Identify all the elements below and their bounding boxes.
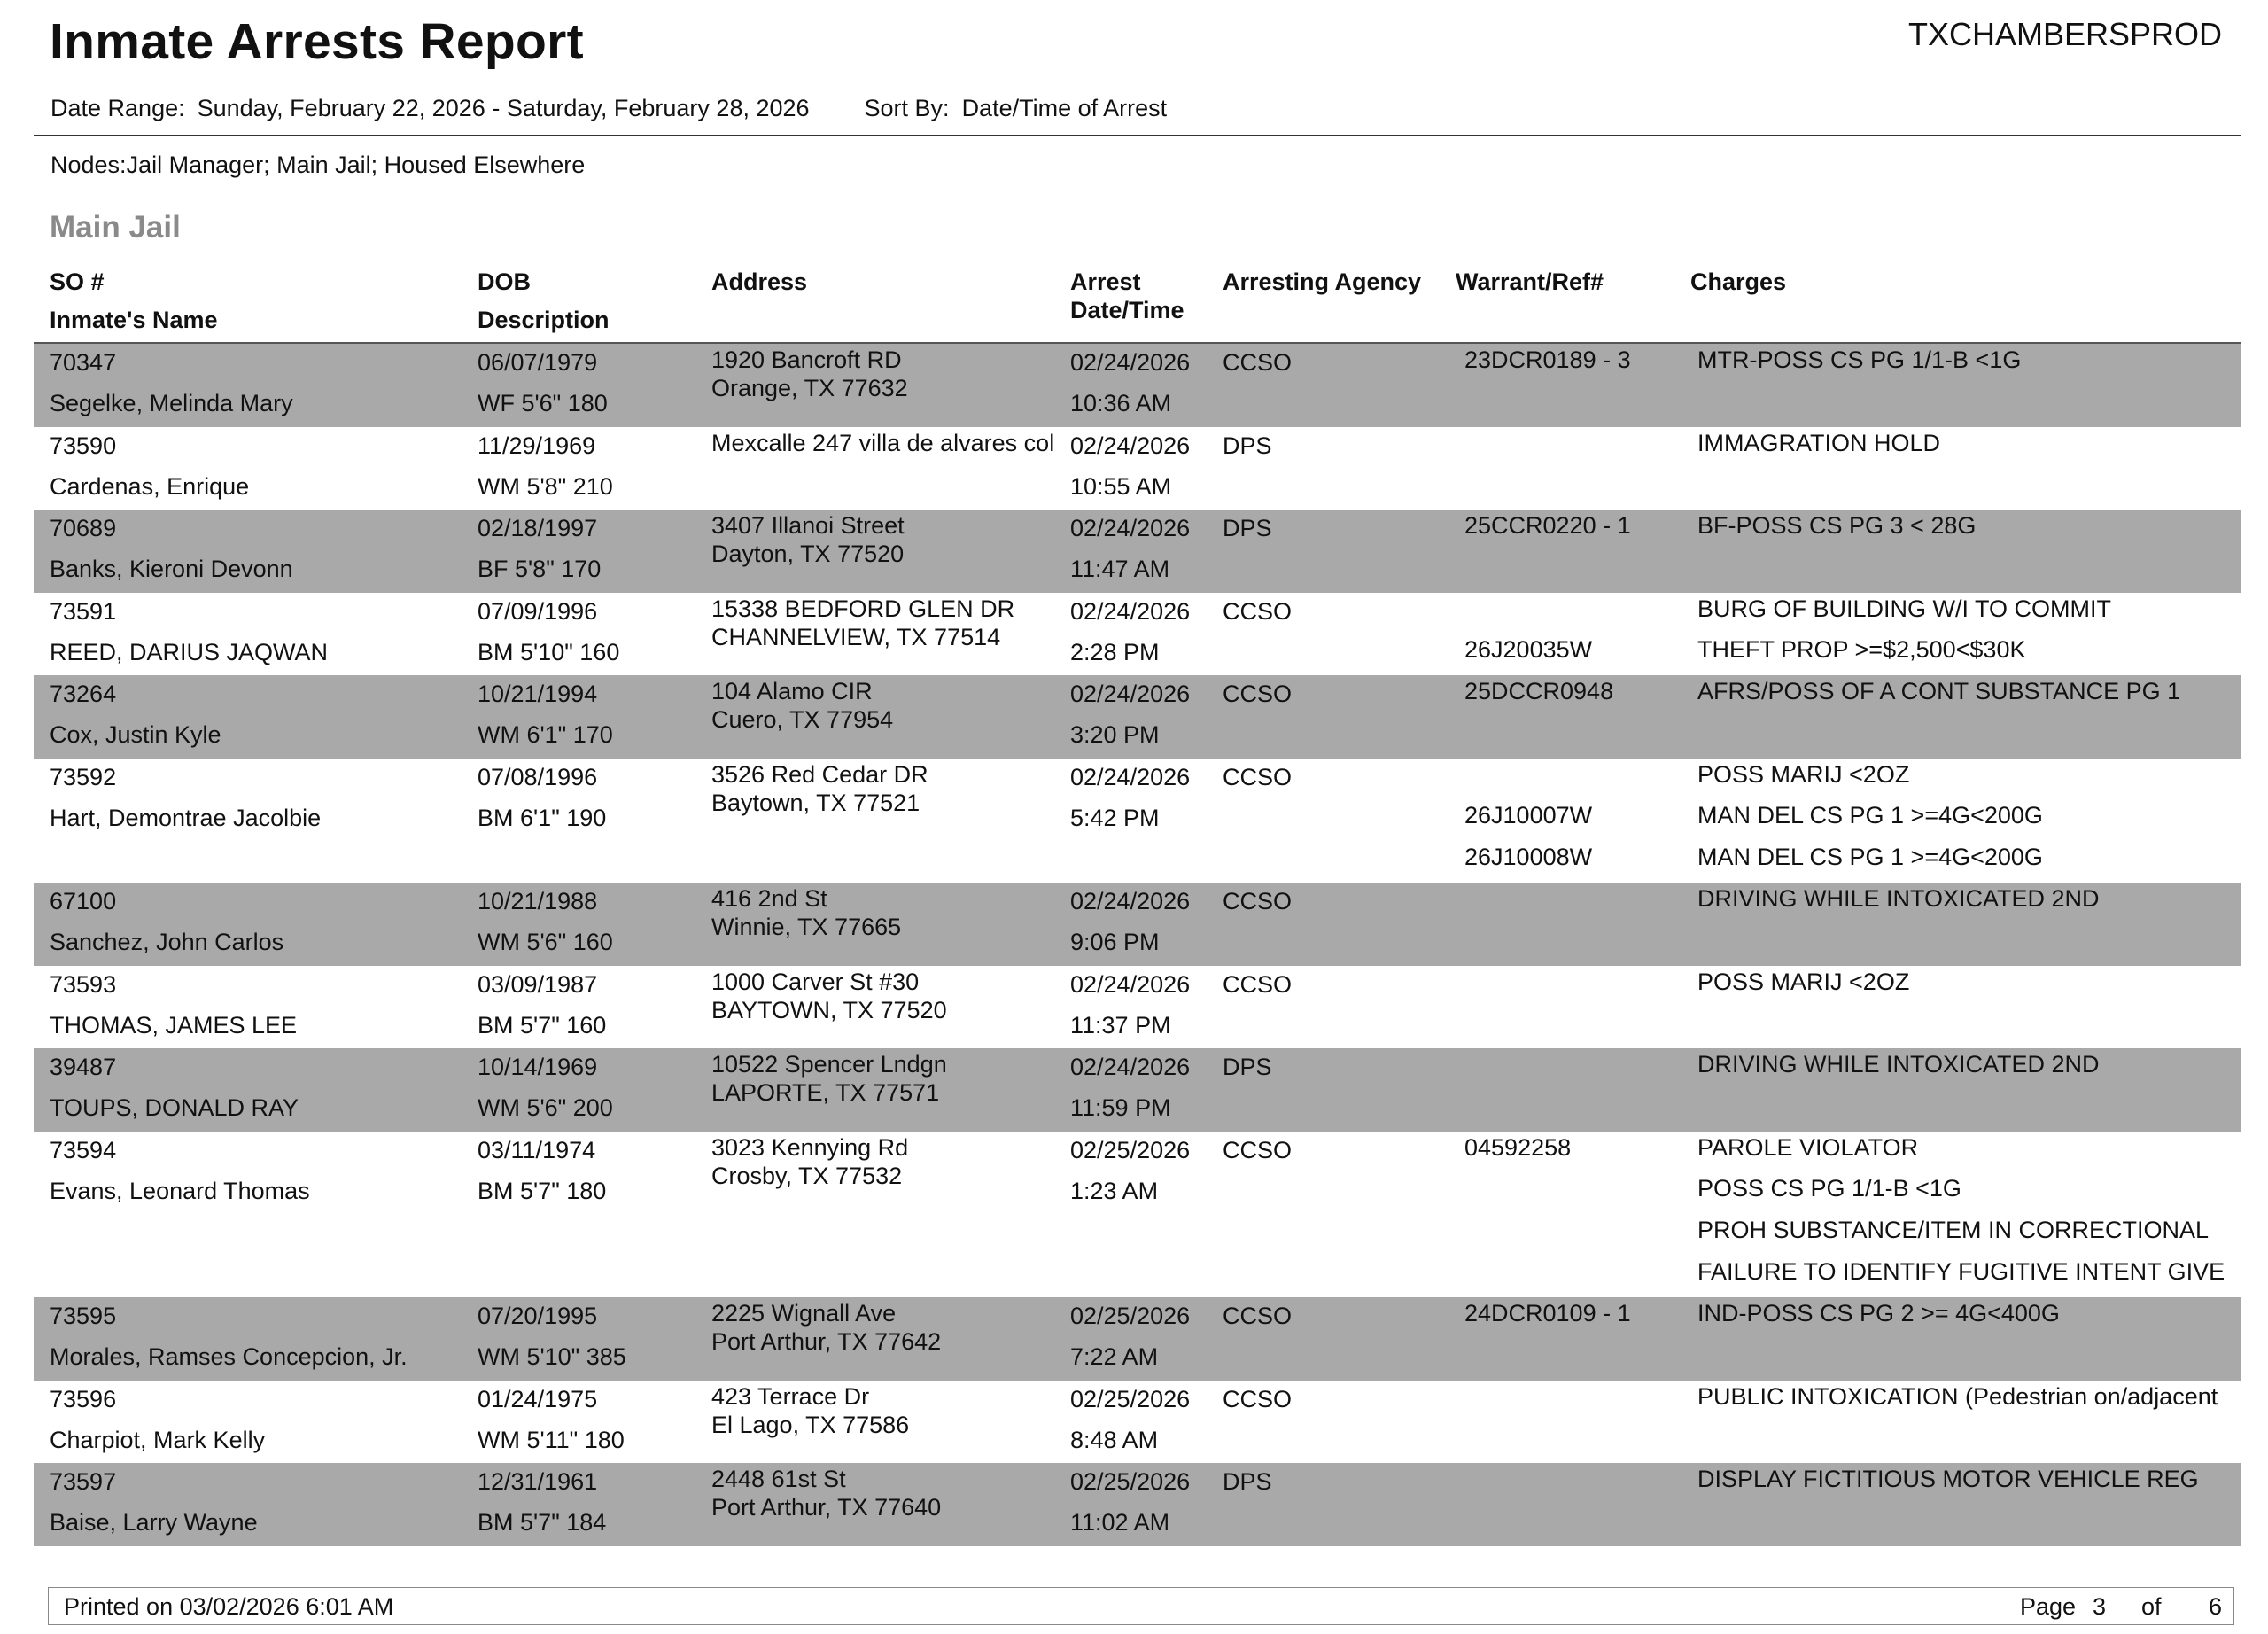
charge: POSS CS PG 1/1-B <1G xyxy=(1697,1174,1961,1202)
report-parameters xyxy=(50,95,1167,122)
dob: 11/29/1969 xyxy=(478,432,596,459)
charge: MAN DEL CS PG 1 >=4G<200G xyxy=(1697,801,2043,829)
so-number: 73590 xyxy=(50,432,117,459)
table-row xyxy=(34,1048,2241,1132)
page-total: 6 xyxy=(2209,1593,2223,1620)
so-number: 73264 xyxy=(50,681,117,707)
description: WM 5'6" 200 xyxy=(478,1094,613,1121)
printed-timestamp: Printed on 03/02/2026 6:01 AM xyxy=(64,1593,394,1620)
description: BM 5'7" 184 xyxy=(478,1509,607,1536)
charge: POSS MARIJ <2OZ xyxy=(1697,968,1910,995)
arrest-time: 11:37 PM xyxy=(1070,1011,1171,1039)
address-line-1: 15338 BEDFORD GLEN DR xyxy=(711,595,1015,622)
address-line-2: Winnie, TX 77665 xyxy=(711,914,902,940)
charge: THEFT PROP >=$2,500<$30K xyxy=(1697,635,2026,663)
table-row xyxy=(34,1297,2241,1381)
inmate-name: Evans, Leonard Thomas xyxy=(50,1177,310,1204)
address-line-1: 3407 Illanoi Street xyxy=(711,512,905,539)
so-number: 73594 xyxy=(50,1136,117,1163)
charge: AFRS/POSS OF A CONT SUBSTANCE PG 1 xyxy=(1697,678,2181,704)
charge: IND-POSS CS PG 2 >= 4G<400G xyxy=(1697,1300,2060,1327)
charge: FAILURE TO IDENTIFY FUGITIVE INTENT GIVE xyxy=(1697,1257,2225,1285)
table-row xyxy=(34,1381,2241,1464)
inmate-name: Cox, Justin Kyle xyxy=(50,721,221,748)
dob: 10/21/1988 xyxy=(478,888,598,914)
description: BM 5'10" 160 xyxy=(478,638,620,665)
description: BM 5'7" 160 xyxy=(478,1011,607,1039)
so-number: 73592 xyxy=(50,763,117,790)
arrest-date: 02/24/2026 xyxy=(1070,1054,1191,1080)
warrant-ref: 25DCCR0948 xyxy=(1464,678,1614,704)
inmate-name: Charpiot, Mark Kelly xyxy=(50,1426,266,1453)
charge: IMMAGRATION HOLD xyxy=(1697,429,1941,456)
sort-by-label: Sort By: xyxy=(864,95,950,121)
arrest-date: 02/25/2026 xyxy=(1070,1468,1191,1495)
arresting-agency: CCSO xyxy=(1223,888,1293,914)
dob: 07/20/1995 xyxy=(478,1303,598,1329)
table-row xyxy=(34,510,2241,593)
arrest-date: 02/24/2026 xyxy=(1070,888,1191,914)
arrest-time: 1:23 AM xyxy=(1070,1177,1159,1204)
address-line-1: 1920 Bancroft RD xyxy=(711,346,902,373)
arrest-date: 02/24/2026 xyxy=(1070,970,1191,998)
table-row xyxy=(34,344,2241,427)
so-number: 39487 xyxy=(50,1054,117,1080)
table-row xyxy=(34,966,2241,1049)
description: BM 5'7" 180 xyxy=(478,1177,607,1204)
arresting-agency: CCSO xyxy=(1223,597,1293,625)
arresting-agency: CCSO xyxy=(1223,349,1293,376)
arrest-date: 02/24/2026 xyxy=(1070,349,1191,376)
arresting-agency: DPS xyxy=(1223,1468,1272,1495)
dob: 01/24/1975 xyxy=(478,1385,598,1412)
inmate-name: THOMAS, JAMES LEE xyxy=(50,1011,298,1039)
column-header-dob: DOB xyxy=(478,268,531,295)
column-header-description: Description xyxy=(478,307,610,333)
arrest-time: 11:59 PM xyxy=(1070,1094,1171,1121)
address-line-1: 10522 Spencer Lndgn xyxy=(711,1051,947,1078)
dob: 02/18/1997 xyxy=(478,515,598,541)
warrant-ref: 26J10008W xyxy=(1464,843,1593,870)
inmate-name: Cardenas, Enrique xyxy=(50,472,250,500)
description: WM 5'8" 210 xyxy=(478,472,613,500)
column-header-arrest: Arrest xyxy=(1070,268,1141,295)
address-line-2: El Lago, TX 77586 xyxy=(711,1411,910,1438)
inmate-name: Segelke, Melinda Mary xyxy=(50,390,293,416)
sort-by-value: Date/Time of Arrest xyxy=(961,95,1168,121)
nodes-value: Jail Manager; Main Jail; Housed Elsewhere xyxy=(126,152,586,178)
address-line-2: Crosby, TX 77532 xyxy=(711,1162,903,1189)
arrest-date: 02/24/2026 xyxy=(1070,597,1191,625)
dob: 10/21/1994 xyxy=(478,681,598,707)
charge: DISPLAY FICTITIOUS MOTOR VEHICLE REG xyxy=(1697,1466,2199,1492)
address-line-1: 2225 Wignall Ave xyxy=(711,1300,897,1327)
arrest-date: 02/24/2026 xyxy=(1070,515,1191,541)
arrest-date: 02/24/2026 xyxy=(1070,681,1191,707)
address-line-2: LAPORTE, TX 77571 xyxy=(711,1079,940,1106)
address-line-2: Orange, TX 77632 xyxy=(711,375,908,401)
charge: PROH SUBSTANCE/ITEM IN CORRECTIONAL xyxy=(1697,1216,2210,1243)
table-row xyxy=(34,675,2241,759)
arrest-date: 02/25/2026 xyxy=(1070,1136,1191,1163)
charge: PAROLE VIOLATOR xyxy=(1697,1133,1919,1161)
dob: 03/09/1987 xyxy=(478,970,598,998)
so-number: 73591 xyxy=(50,597,117,625)
section-title: Main Jail xyxy=(50,210,181,245)
header-divider xyxy=(34,135,2241,136)
address-line-2: Port Arthur, TX 77640 xyxy=(711,1494,942,1521)
description: WM 5'10" 385 xyxy=(478,1343,626,1370)
dob: 07/08/1996 xyxy=(478,763,598,790)
table-row xyxy=(34,593,2241,676)
column-header-name: Inmate's Name xyxy=(50,307,218,333)
nodes-label: Nodes: xyxy=(50,152,127,178)
arresting-agency: CCSO xyxy=(1223,1136,1293,1163)
inmate-name: Morales, Ramses Concepcion, Jr. xyxy=(50,1343,408,1370)
dob: 07/09/1996 xyxy=(478,597,598,625)
dob: 10/14/1969 xyxy=(478,1054,598,1080)
arrest-date: 02/25/2026 xyxy=(1070,1303,1191,1329)
arrest-time: 10:36 AM xyxy=(1070,390,1172,416)
so-number: 73596 xyxy=(50,1385,117,1412)
table-row xyxy=(34,427,2241,510)
charge: PUBLIC INTOXICATION (Pedestrian on/adjacent xyxy=(1697,1382,2218,1410)
arrest-time: 3:20 PM xyxy=(1070,721,1160,748)
page-of-label: of xyxy=(2141,1593,2162,1620)
charge: DRIVING WHILE INTOXICATED 2ND xyxy=(1697,885,2100,912)
arrest-time: 9:06 PM xyxy=(1070,929,1160,955)
inmate-name: TOUPS, DONALD RAY xyxy=(50,1094,299,1121)
arresting-agency: CCSO xyxy=(1223,763,1293,790)
arresting-agency: DPS xyxy=(1223,432,1272,459)
warrant-ref: 26J20035W xyxy=(1464,635,1593,663)
inmate-name: Hart, Demontrae Jacolbie xyxy=(50,804,322,831)
table-row xyxy=(34,759,2241,883)
description: BF 5'8" 170 xyxy=(478,556,602,582)
address-line-1: 2448 61st St xyxy=(711,1466,846,1492)
arrest-time: 5:42 PM xyxy=(1070,804,1160,831)
table-row xyxy=(34,883,2241,966)
database-name: TXCHAMBERSPROD xyxy=(1907,16,2222,52)
address-line-1: Mexcalle 247 villa de alvares col xyxy=(711,429,1055,456)
nodes-line xyxy=(50,152,585,179)
arrest-time: 2:28 PM xyxy=(1070,638,1160,665)
description: BM 6'1" 190 xyxy=(478,804,607,831)
arrest-time: 11:02 AM xyxy=(1070,1509,1170,1536)
page-number: 3 xyxy=(2093,1593,2107,1620)
arrest-date: 02/24/2026 xyxy=(1070,432,1191,459)
table-row xyxy=(34,1463,2241,1546)
arrest-time: 7:22 AM xyxy=(1070,1343,1159,1370)
arresting-agency: DPS xyxy=(1223,515,1272,541)
date-range-value: Sunday, February 22, 2026 - Saturday, February 28, 2026 xyxy=(197,95,810,121)
charge: MAN DEL CS PG 1 >=4G<200G xyxy=(1697,843,2043,870)
inmate-name: Banks, Kieroni Devonn xyxy=(50,556,293,582)
column-header-charges: Charges xyxy=(1690,268,1787,295)
column-header-agency: Arresting Agency xyxy=(1223,268,1422,295)
arrests-table xyxy=(34,344,2241,1546)
arrest-time: 8:48 AM xyxy=(1070,1426,1159,1453)
inmate-name: Baise, Larry Wayne xyxy=(50,1509,258,1536)
warrant-ref: 26J10007W xyxy=(1464,801,1593,829)
address-line-1: 1000 Carver St #30 xyxy=(711,968,920,995)
address-line-1: 423 Terrace Dr xyxy=(711,1382,870,1410)
so-number: 67100 xyxy=(50,888,117,914)
dob: 03/11/1974 xyxy=(478,1136,596,1163)
address-line-2: CHANNELVIEW, TX 77514 xyxy=(711,623,1001,650)
warrant-ref: 23DCR0189 - 3 xyxy=(1464,346,1631,373)
page-label: Page xyxy=(2020,1593,2077,1620)
so-number: 73593 xyxy=(50,970,117,998)
address-line-2: Cuero, TX 77954 xyxy=(711,706,894,733)
address-line-1: 3526 Red Cedar DR xyxy=(711,760,928,788)
arrest-time: 11:47 AM xyxy=(1070,556,1170,582)
charge: BURG OF BUILDING W/I TO COMMIT xyxy=(1697,595,2112,622)
warrant-ref: 04592258 xyxy=(1464,1133,1572,1161)
warrant-ref: 24DCR0109 - 1 xyxy=(1464,1300,1631,1327)
column-header-arrest-datetime: Date/Time xyxy=(1070,297,1184,323)
address-line-2: Dayton, TX 77520 xyxy=(711,541,905,567)
so-number: 70347 xyxy=(50,349,117,376)
page-footer xyxy=(48,1587,2234,1625)
arresting-agency: CCSO xyxy=(1223,970,1293,998)
column-header-address: Address xyxy=(711,268,808,295)
column-header-warrant: Warrant/Ref# xyxy=(1456,268,1604,295)
description: WM 5'11" 180 xyxy=(478,1426,625,1453)
column-header-so: SO # xyxy=(50,268,105,295)
description: WF 5'6" 180 xyxy=(478,390,608,416)
date-range-label: Date Range: xyxy=(50,95,185,121)
so-number: 73597 xyxy=(50,1468,117,1495)
address-line-1: 3023 Kennying Rd xyxy=(711,1133,909,1161)
charge: BF-POSS CS PG 3 < 28G xyxy=(1697,512,1977,539)
dob: 06/07/1979 xyxy=(478,349,598,376)
dob: 12/31/1961 xyxy=(478,1468,598,1495)
arresting-agency: DPS xyxy=(1223,1054,1272,1080)
so-number: 73595 xyxy=(50,1303,117,1329)
arresting-agency: CCSO xyxy=(1223,1303,1293,1329)
table-row xyxy=(34,1132,2241,1298)
arrest-date: 02/25/2026 xyxy=(1070,1385,1191,1412)
arrest-time: 10:55 AM xyxy=(1070,472,1172,500)
charge: DRIVING WHILE INTOXICATED 2ND xyxy=(1697,1051,2100,1078)
inmate-name: Sanchez, John Carlos xyxy=(50,929,284,955)
charge: POSS MARIJ <2OZ xyxy=(1697,760,1910,788)
address-line-2: Baytown, TX 77521 xyxy=(711,789,920,816)
description: WM 6'1" 170 xyxy=(478,721,613,748)
warrant-ref: 25CCR0220 - 1 xyxy=(1464,512,1631,539)
address-line-2: Port Arthur, TX 77642 xyxy=(711,1328,942,1355)
arresting-agency: CCSO xyxy=(1223,681,1293,707)
address-line-1: 104 Alamo CIR xyxy=(711,678,873,704)
description: WM 5'6" 160 xyxy=(478,929,613,955)
report-title: Inmate Arrests Report xyxy=(50,13,584,70)
arrest-date: 02/24/2026 xyxy=(1070,763,1191,790)
so-number: 70689 xyxy=(50,515,117,541)
address-line-2: BAYTOWN, TX 77520 xyxy=(711,996,947,1023)
address-line-1: 416 2nd St xyxy=(711,885,827,912)
arresting-agency: CCSO xyxy=(1223,1385,1293,1412)
inmate-name: REED, DARIUS JAQWAN xyxy=(50,638,329,665)
charge: MTR-POSS CS PG 1/1-B <1G xyxy=(1697,346,2022,373)
